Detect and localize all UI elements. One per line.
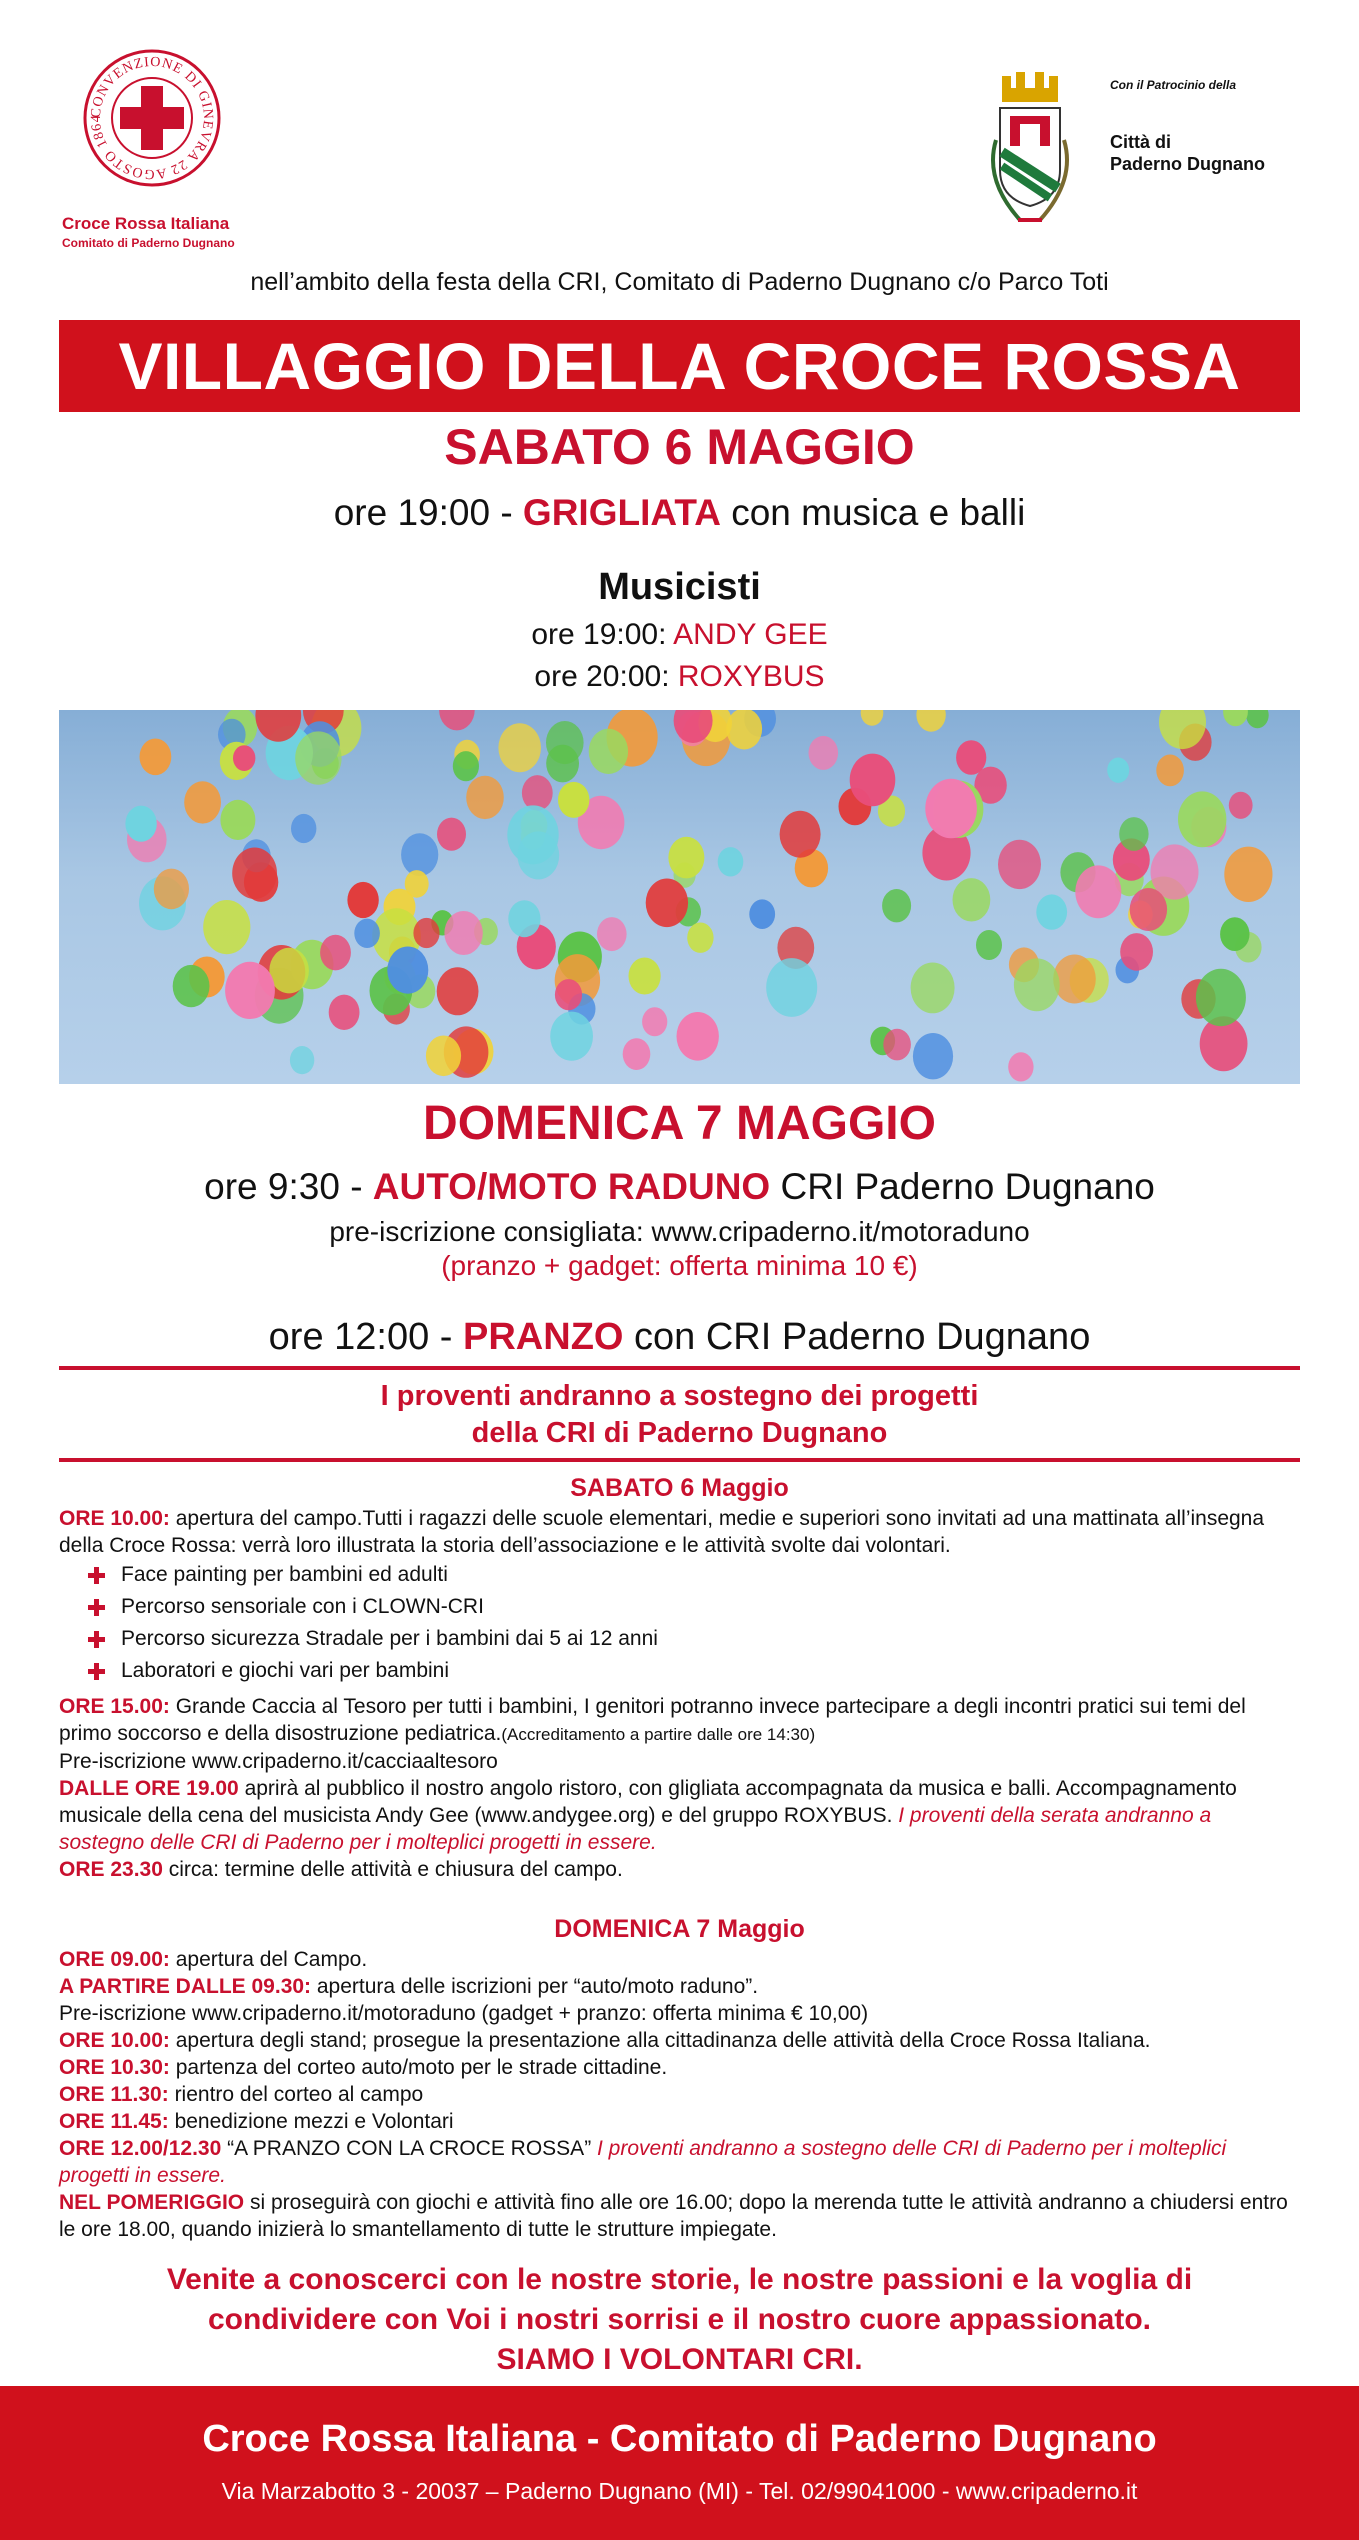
divider-top: [59, 1366, 1300, 1370]
balloon: [597, 917, 627, 951]
red-cross-bullet-icon: [88, 1567, 105, 1584]
balloon: [387, 947, 428, 994]
list-item: Laboratori e giochi vari per bambini: [88, 1655, 1288, 1687]
balloon: [453, 751, 479, 781]
balloon: [1119, 817, 1148, 851]
balloon: [953, 878, 991, 921]
balloon: [882, 889, 911, 922]
patronage-label: Con il Patrocinio della: [1110, 78, 1237, 92]
balloon: [173, 965, 210, 1007]
l3-text: Pre-iscrizione www.cripaderno.it/motoraduno (gadget + pranzo: offerta minima € 10,00): [59, 2002, 869, 2025]
balloon: [225, 962, 275, 1019]
closing-message: [0, 2260, 1359, 2380]
red-cross-bullet-icon: [88, 1599, 105, 1616]
closing-line2: condividere con Voi i nostri sorrisi e il nostro cuore appassionato.: [208, 2303, 1151, 2336]
balloon: [850, 754, 896, 807]
balloon: [437, 818, 466, 851]
balloon: [976, 930, 1002, 960]
balloon: [347, 882, 378, 918]
balloon: [1107, 758, 1129, 783]
raduno-name: AUTO/MOTO RADUNO: [372, 1166, 771, 1207]
balloon: [1075, 865, 1121, 918]
balloon: [687, 923, 713, 953]
l9-label: NEL POMERIGGIO: [59, 2191, 245, 2214]
balloon: [508, 900, 540, 937]
balloon: [405, 870, 429, 898]
l7-text: benedizione mezzi e Volontari: [168, 2110, 454, 2133]
balloon: [550, 1012, 593, 1061]
balloon: [291, 814, 316, 843]
city-crest-icon: [980, 70, 1080, 232]
balloon: [413, 918, 439, 948]
divider-bottom: [59, 1458, 1300, 1462]
balloon: [1120, 933, 1153, 971]
saturday-date: SABATO 6 MAGGIO: [444, 419, 915, 475]
balloon: [589, 729, 628, 774]
closing-line3: SIAMO I VOLONTARI CRI.: [496, 2343, 863, 2376]
activity-list: [88, 1559, 1288, 1687]
balloon: [629, 958, 661, 995]
balloons-photo: [59, 710, 1300, 1084]
p2-text: Grande Caccia al Tesoro per tutti i bambini, I genitori potranno invece partecipare a degli incontri pratici sui temi del primo soccorso e della disostruzione pediatrica.: [59, 1695, 1246, 1745]
balloon: [1130, 888, 1167, 931]
balloon: [466, 776, 504, 819]
l2-label: A PARTIRE DALLE 09.30:: [59, 1975, 312, 1998]
p1-text: apertura del campo.Tutti i ragazzi delle scuole elementari, medie e superiori sono invitati ad una mattinata all’insegna della Croce Rossa: verrà loro illustrata la storia dell’associazione e le attività svolte dai volontari.: [59, 1507, 1265, 1557]
balloon: [555, 979, 582, 1010]
musician-2-name: ROXYBUS: [677, 660, 825, 693]
balloon: [780, 811, 821, 858]
raduno-offer: (pranzo + gadget: offerta minima 10 €): [441, 1250, 918, 1281]
grill-rest: con musica e balli: [720, 492, 1026, 533]
intro-text: nell’ambito della festa della CRI, Comitato di Paderno Dugnano c/o Parco Toti: [250, 268, 1109, 296]
emblem-ring-text: CONVENZIONE DI GINEVRA 22 AGOSTO 1864: [88, 54, 216, 182]
balloon: [1053, 955, 1096, 1004]
balloon: [290, 1046, 314, 1074]
balloon: [911, 963, 955, 1014]
balloon: [646, 879, 688, 928]
program-sunday-heading: DOMENICA 7 Maggio: [554, 1915, 805, 1943]
musicians-heading: Musicisti: [598, 566, 761, 608]
list-item: Percorso sicurezza Stradale per i bambini dai 5 ai 12 anni: [88, 1623, 1288, 1655]
balloon: [546, 745, 579, 783]
balloon: [439, 710, 475, 730]
p1-label: ORE 10.00:: [59, 1507, 170, 1530]
city-name-line1: Città di: [1110, 132, 1171, 152]
list-item: Face painting per bambini ed adulti: [88, 1559, 1288, 1591]
balloon: [269, 948, 309, 994]
raduno-rest: CRI Paderno Dugnano: [770, 1166, 1155, 1207]
balloon: [426, 1036, 461, 1077]
city-patronage: [980, 70, 1320, 240]
grill-name: GRIGLIATA: [522, 492, 721, 533]
balloon: [718, 847, 744, 876]
balloon: [642, 1007, 667, 1036]
musician-1-time: ore 19:00:: [531, 618, 674, 651]
l8-label: ORE 12.00/12.30: [59, 2137, 222, 2160]
lunch-rest: con CRI Paderno Dugnano: [623, 1316, 1091, 1358]
balloon: [517, 831, 559, 879]
balloon: [1156, 755, 1184, 787]
balloon: [726, 710, 762, 750]
p3-label: DALLE ORE 19.00: [59, 1777, 239, 1800]
balloon: [140, 739, 172, 776]
closing-line1: Venite a conoscerci con le nostre storie, le nostre passioni e la voglia di: [166, 2263, 1193, 2296]
program-sun: [59, 1946, 1300, 2243]
p3-text: aprirà al pubblico il nostro angolo ristoro, con gligliata accompagnata da musica e balli. Accompagnamento musicale della cena del musicista Andy Gee (www.andygee.org) e del gruppo ROXYBUS.: [59, 1777, 1237, 1827]
lunch-name: PRANZO: [463, 1316, 624, 1358]
l6-label: ORE 11.30:: [59, 2083, 169, 2106]
l4-text: apertura degli stand; prosegue la presentazione alla cittadinanza delle attività della Croce Rossa Italiana.: [169, 2029, 1151, 2052]
balloon: [329, 995, 360, 1030]
balloon: [354, 919, 380, 948]
red-cross-bullet-icon: [88, 1631, 105, 1648]
l5-label: ORE 10.30:: [59, 2056, 170, 2079]
musician-2: [0, 660, 1359, 694]
l8-text: “A PRANZO CON LA CROCE ROSSA”: [221, 2137, 598, 2160]
balloon: [809, 736, 839, 770]
balloon: [1196, 969, 1246, 1026]
l2-text: apertura delle iscrizioni per “auto/moto raduno”.: [311, 1975, 759, 1998]
balloon: [1014, 958, 1060, 1011]
footer-title: Croce Rossa Italiana - Comitato di Paderno Dugnano: [202, 2418, 1157, 2460]
program-sat-p1: [59, 1505, 1300, 1559]
musician-1-name: ANDY GEE: [673, 618, 828, 651]
balloon: [998, 840, 1041, 889]
sunday-raduno: [0, 1166, 1359, 1208]
red-cross-emblem-icon: [82, 48, 222, 188]
balloon: [1223, 710, 1248, 726]
red-cross-bullet-icon: [88, 1663, 105, 1680]
p2-link: Pre-iscrizione www.cripaderno.it/cacciaaltesoro: [59, 1750, 498, 1773]
balloon: [437, 967, 479, 1015]
p3-italic: I proventi della serata andranno a sostegno delle CRI di Paderno per i molteplici progetti in essere.: [59, 1804, 1212, 1854]
balloon: [125, 806, 156, 842]
sunday-date: DOMENICA 7 MAGGIO: [423, 1097, 936, 1150]
committee-name: Comitato di Paderno Dugnano: [62, 236, 235, 250]
program-sat-p2: [59, 1693, 1300, 1883]
balloon: [668, 837, 704, 879]
musician-2-time: ore 20:00:: [534, 660, 678, 693]
l6-text: rientro del corteo al campo: [168, 2083, 424, 2106]
balloon: [522, 775, 553, 811]
balloon: [1224, 847, 1272, 902]
balloon: [1246, 710, 1269, 728]
balloon: [320, 935, 351, 971]
balloon: [623, 1038, 651, 1070]
l5-text: partenza del corteo auto/moto per le strade cittadine.: [169, 2056, 668, 2079]
balloon: [220, 800, 255, 840]
balloon: [916, 710, 945, 732]
p4-label: ORE 23.30: [59, 1858, 163, 1881]
l9-text: si proseguirà con giochi e attività fino alle ore 16.00; dopo la merenda tutte le attività andranno a chiudersi entro le ore 18.00, quando inizierà lo smantellamento di tutte le strutture impiegate.: [59, 2191, 1288, 2241]
footer-address: Via Marzabotto 3 - 20037 – Paderno Dugnano (MI) - Tel. 02/99041000 - www.cripaderno.it: [221, 2478, 1138, 2504]
balloon: [558, 782, 589, 818]
musician-1: [0, 618, 1359, 652]
l1-label: ORE 09.00:: [59, 1948, 170, 1971]
grill-time: ore 19:00 -: [333, 492, 523, 533]
saturday-grill: [0, 492, 1359, 534]
balloon: [184, 781, 221, 823]
l8-italic: I proventi andranno a sostegno delle CRI di Paderno per i molteplici progetti in essere.: [59, 2137, 1227, 2187]
balloon: [677, 1012, 719, 1061]
list-item: Percorso sensoriale con i CLOWN-CRI: [88, 1591, 1288, 1623]
proceeds-line1: I proventi andranno a sostegno dei progetti: [380, 1380, 979, 1412]
balloon: [498, 723, 541, 772]
program-saturday-heading: SABATO 6 Maggio: [570, 1474, 789, 1502]
raduno-time: ore 9:30 -: [204, 1166, 373, 1207]
p2-small: (Accreditamento a partire dalle ore 14:30): [501, 1725, 816, 1744]
proceeds-note: [0, 1378, 1359, 1452]
l1-text: apertura del Campo.: [169, 1948, 368, 1971]
balloon: [861, 710, 884, 726]
balloon: [1036, 894, 1067, 929]
raduno-preregistration: pre-iscrizione consigliata: www.cripaderno.it/motoraduno: [329, 1216, 1030, 1247]
balloon: [1229, 792, 1253, 819]
balloon: [1178, 791, 1226, 847]
l4-label: ORE 10.00:: [59, 2029, 170, 2052]
balloon: [925, 779, 977, 838]
balloon: [749, 899, 775, 929]
l7-label: ORE 11.45:: [59, 2110, 169, 2133]
p4-text: circa: termine delle attività e chiusura del campo.: [162, 1858, 623, 1881]
balloon: [883, 1029, 911, 1061]
organization-name: Croce Rossa Italiana: [62, 214, 230, 233]
balloon: [913, 1033, 953, 1079]
sunday-lunch: [0, 1316, 1359, 1359]
lunch-time: ore 12:00 -: [268, 1316, 464, 1358]
balloons-illustration: [59, 710, 1300, 1084]
balloon: [295, 731, 341, 784]
balloon: [232, 848, 277, 899]
p2-label: ORE 15.00:: [59, 1695, 170, 1718]
balloon: [1008, 1052, 1033, 1081]
balloon: [233, 745, 255, 771]
city-name-line2: Paderno Dugnano: [1110, 154, 1266, 174]
balloon: [154, 869, 189, 910]
proceeds-line2: della CRI di Paderno Dugnano: [471, 1417, 888, 1449]
footer: [0, 2386, 1359, 2540]
balloon: [401, 833, 438, 876]
balloon: [444, 911, 482, 955]
balloon: [766, 958, 817, 1017]
balloon: [1220, 917, 1249, 951]
event-title-banner: VILLAGGIO DELLA CROCE ROSSA: [59, 320, 1300, 412]
balloon: [203, 900, 250, 954]
